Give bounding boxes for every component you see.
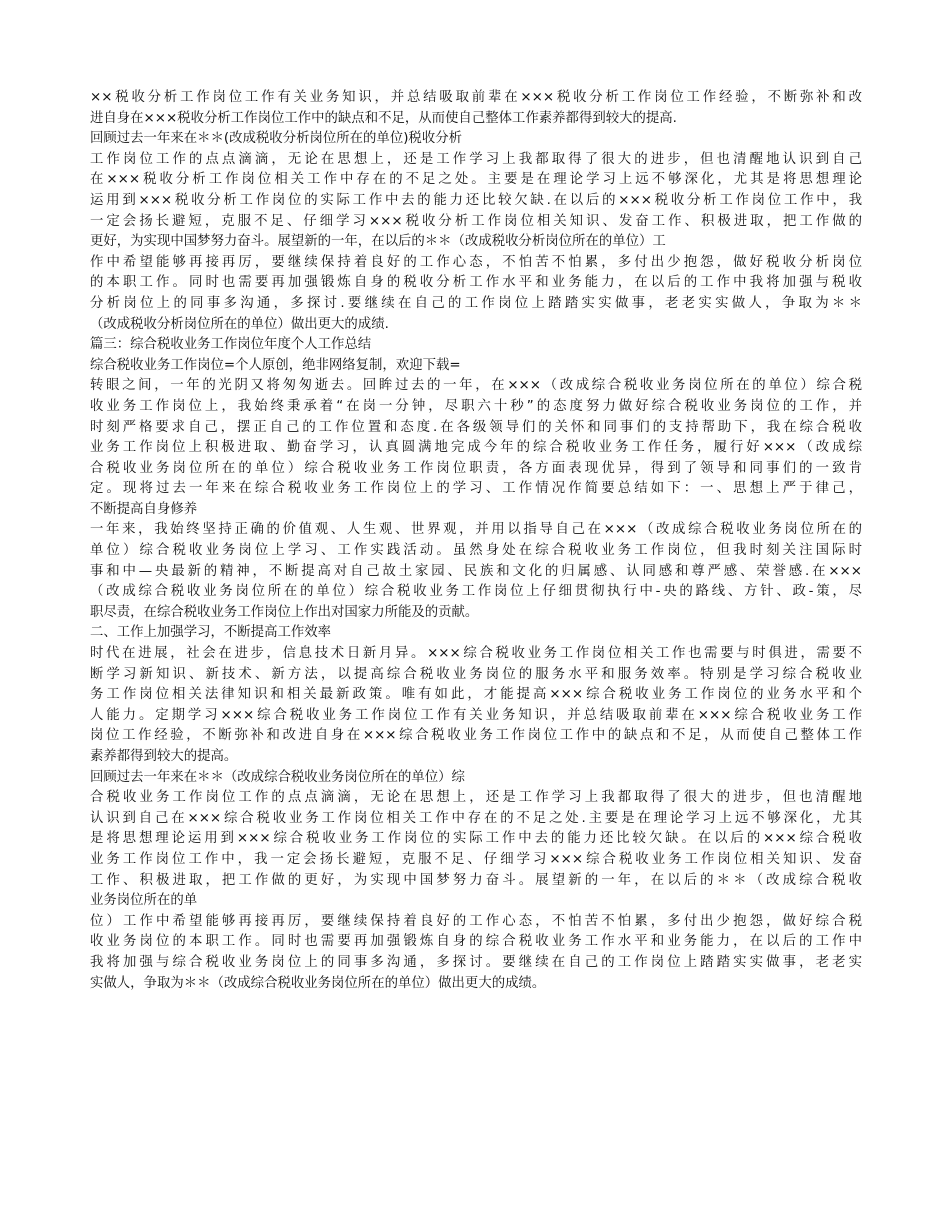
- text-line: 回顾过去一年来在＊＊（改成综合税收业务岗位所在的单位）综: [90, 769, 465, 785]
- text-line: 素养都得到较大的提高。: [90, 749, 238, 764]
- text-line: 在×××税收分析工作岗位相关工作中存在的不足之处。主要是在理论学习上远不够深化，尤其是将思想理论: [90, 172, 862, 188]
- text-line: 业务工作岗位上积极进取、勤奋学习，认真圆满地完成今年的综合税收业务工作任务，履行好×××（改成综: [90, 440, 862, 456]
- text-line: 是将思想理论运用到×××综合税收业务工作岗位的实际工作中去的能力还比较欠缺。在以后的×××综合税收: [90, 831, 862, 847]
- text-line: 一定会扬长避短，克服不足、仔细学习×××税收分析工作岗位相关知识、发奋工作、积极进取，把工作做的: [90, 213, 862, 229]
- text-line: 不断提高自身修养: [90, 501, 198, 517]
- text-line: 认识到自己在×××综合税收业务工作岗位相关工作中存在的不足之处.主要是在理论学习上远不够深化，尤其: [90, 810, 862, 826]
- text-line: 综合税收业务工作岗位=个人原创，绝非网络复制，欢迎下载=: [90, 357, 461, 373]
- text-line: 人能力。定期学习×××综合税收业务工作岗位工作有关业务知识，并总结吸取前辈在×××综合税收业务工作: [90, 707, 862, 723]
- text-line: 务工作岗位相关法律知识和相关最新政策。唯有如此，才能提高×××综合税收业务工作岗位的业务水平和个: [90, 687, 862, 703]
- text-line: 进自身在×××税收分析工作岗位工作中的缺点和不足，从而使自己整体工作素养都得到较大的提高.: [90, 110, 677, 126]
- text-line: 事和中—央最新的精神，不断提高对自己故土家园、民族和文化的归属感、认同感和尊严感、荣誉感.在×××: [90, 563, 862, 579]
- text-line: 工作、积极进取，把工作做的更好，为实现中国梦努力奋斗。展望新的一年，在以后的＊＊（改成综合税收: [90, 872, 862, 888]
- text-line: 合税收业务工作岗位工作的点点滴滴，无论在思想上，还是工作学习上我都取得了很大的进步，但也清醒地: [90, 790, 862, 806]
- text-line: 运用到×××税收分析工作岗位的实际工作中去的能力还比较欠缺.在以后的×××税收分析工作岗位工作中，我: [90, 192, 862, 208]
- text-line: 职尽责，在综合税收业务工作岗位上作出对国家力所能及的贡献。: [90, 604, 479, 620]
- text-line: 时刻严格要求自己，摆正自己的工作位置和态度.在各级领导们的关怀和同事们的支持帮助下，我在综合税收: [90, 419, 862, 435]
- text-line: （改成税收分析岗位所在的单位）做出更大的成绩.: [90, 316, 389, 332]
- text-line: 二、工作上加强学习，不断提高工作效率: [90, 625, 332, 641]
- text-line: 转眼之间，一年的光阴又将匆匆逝去。回眸过去的一年，在×××（改成综合税收业务岗位所在的单位）综合税: [90, 378, 862, 394]
- text-line: 单位）综合税收业务岗位上学习、工作实践活动。虽然身处在综合税收业务工作岗位，但我时刻关注国际时: [90, 543, 862, 559]
- text-line: 合税收业务岗位所在的单位）综合税收业务工作岗位职责，各方面表现优异，得到了领导和同事们的一致肯: [90, 460, 862, 476]
- document-body: [90, 88, 862, 994]
- text-line: ××税收分析工作岗位工作有关业务知识，并总结吸取前辈在×××税收分析工作岗位工作经验，不断弥补和改: [90, 90, 862, 105]
- text-line: 收业务岗位的本职工作。同时也需要再加强锻炼自身的综合税收业务工作水平和业务能力，在以后的工作中: [90, 934, 862, 950]
- text-line: 业务岗位所在的单: [90, 893, 198, 909]
- text-line: 的本职工作。同时也需要再加强锻炼自身的税收分析工作水平和业务能力，在以后的工作中我将加强与税收: [90, 275, 862, 291]
- text-line: （改成综合税收业务岗位所在的单位）综合税收业务工作岗位上仔细贯彻执行中-央的路线、方针、政-策，尽: [90, 584, 862, 600]
- text-line: 业务工作岗位工作中，我一定会扬长避短，克服不足、仔细学习×××综合税收业务工作岗位相关知识、发奋: [90, 851, 862, 867]
- text-line: 分析岗位上的同事多沟通，多探讨.要继续在自己的工作岗位上踏踏实实做事，老老实实做人，争取为＊＊: [90, 295, 862, 311]
- text-line: 作中希望能够再接再厉，要继续保持着良好的工作心态，不怕苦不怕累，多付出少抱怨，做好税收分析岗位: [90, 254, 862, 270]
- text-line: 位）工作中希望能够再接再厉，要继续保持着良好的工作心态，不怕苦不怕累，多付出少抱怨，做好综合税: [90, 913, 862, 929]
- text-line: 篇三：综合税收业务工作岗位年度个人工作总结: [90, 337, 372, 353]
- text-line: 工作岗位工作的点点滴滴，无论在思想上，还是工作学习上我都取得了很大的进步，但也清醒地认识到自己: [90, 151, 862, 167]
- text-line: 一年来，我始终坚持正确的价值观、人生观、世界观，并用以指导自己在×××（改成综合税收业务岗位所在的: [90, 522, 862, 538]
- text-line: 收业务工作岗位上，我始终秉承着“在岗一分钟，尽职六十秒”的态度努力做好综合税收业务岗位的工作，并: [90, 398, 862, 414]
- text-line: 岗位工作经验，不断弥补和改进自身在×××综合税收业务工作岗位工作中的缺点和不足，从而使自己整体工作: [90, 728, 862, 744]
- text-line: 实做人，争取为＊＊（改成综合税收业务岗位所在的单位）做出更大的成绩。: [90, 975, 546, 991]
- text-line: 断学习新知识、新技术、新方法，以提高综合税收业务岗位的服务水平和服务效率。特别是学习综合税收业: [90, 666, 862, 682]
- text-line: 回顾过去一年来在＊＊(改成税收分析岗位所在的单位)税收分析: [90, 131, 462, 147]
- text-line: 我将加强与综合税收业务岗位上的同事多沟通，多探讨。要继续在自己的工作岗位上踏踏实实做事，老老实: [90, 954, 862, 970]
- text-line: 更好，为实现中国梦努力奋斗。展望新的一年，在以后的＊＊（改成税收分析岗位所在的单位）工: [90, 234, 666, 250]
- text-line: 时代在进展，社会在进步，信息技术日新月异。×××综合税收业务工作岗位相关工作也需要与时俱进，需要不: [90, 646, 862, 662]
- text-line: 定。现将过去一年来在综合税收业务工作岗位上的学习、工作情况作简要总结如下：一、思想上严于律己，: [90, 481, 862, 497]
